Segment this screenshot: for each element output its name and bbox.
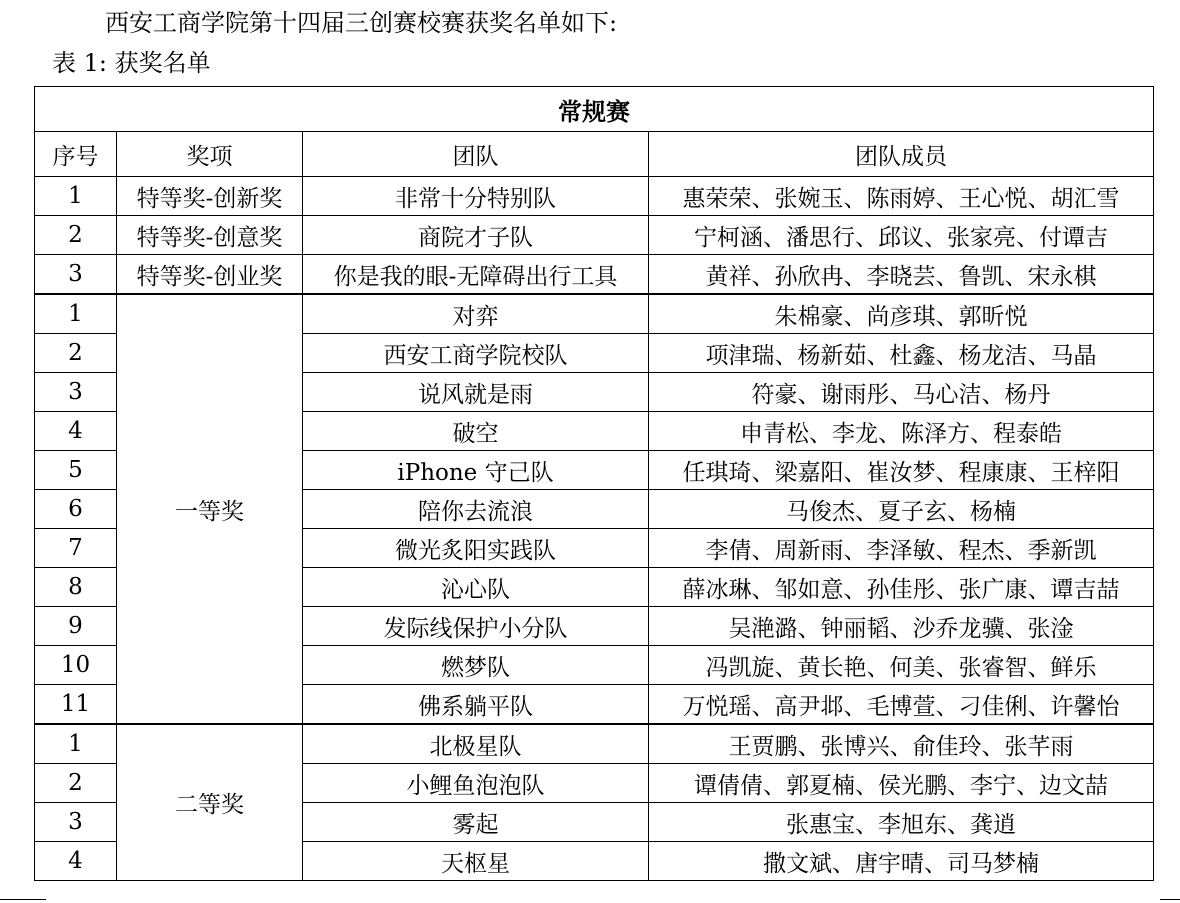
column-header-members: 团队成员 [649, 132, 1154, 177]
page-edge-line [1160, 899, 1180, 900]
members-cell: 任琪琦、梁嘉阳、崔汝梦、程康康、王梓阳 [649, 451, 1154, 490]
team-cell: 天枢星 [303, 842, 649, 881]
row-number: 2 [35, 764, 117, 803]
team-cell: 非常十分特别队 [303, 177, 649, 216]
row-number: 6 [35, 490, 117, 529]
row-number: 3 [35, 255, 117, 295]
table-caption: 表 1: 获奖名单 [52, 49, 211, 77]
team-cell: 雾起 [303, 803, 649, 842]
row-number: 11 [35, 685, 117, 725]
members-cell: 申青松、李龙、陈泽方、程泰皓 [649, 412, 1154, 451]
team-cell: 西安工商学院校队 [303, 334, 649, 373]
page-edge-line [0, 899, 46, 900]
table-title: 常规赛 [35, 87, 1154, 132]
members-cell: 冯凯旋、黄长艳、何美、张睿智、鲜乐 [649, 646, 1154, 685]
row-number: 4 [35, 412, 117, 451]
team-cell: 发际线保护小分队 [303, 607, 649, 646]
awards-table [34, 86, 1154, 881]
table-row [35, 177, 1154, 216]
team-cell: iPhone 守己队 [303, 451, 649, 490]
team-cell: 商院才子队 [303, 216, 649, 255]
award-group-first: 一等奖 [117, 294, 303, 724]
team-cell: 说风就是雨 [303, 373, 649, 412]
award-group-second: 二等奖 [117, 724, 303, 881]
team-cell: 燃梦队 [303, 646, 649, 685]
members-cell: 朱棉豪、尚彦琪、郭昕悦 [649, 294, 1154, 334]
team-cell: 小鲤鱼泡泡队 [303, 764, 649, 803]
team-cell: 你是我的眼-无障碍出行工具 [303, 255, 649, 295]
members-cell: 谭倩倩、郭夏楠、侯光鹏、李宁、边文喆 [649, 764, 1154, 803]
row-number: 2 [35, 216, 117, 255]
members-cell: 马俊杰、夏子玄、杨楠 [649, 490, 1154, 529]
team-cell: 微光炙阳实践队 [303, 529, 649, 568]
row-number: 4 [35, 842, 117, 881]
row-number: 1 [35, 177, 117, 216]
members-cell: 宁柯涵、潘思行、邱议、张家亮、付谭吉 [649, 216, 1154, 255]
column-header-award: 奖项 [117, 132, 303, 177]
team-cell: 佛系躺平队 [303, 685, 649, 725]
members-cell: 符豪、谢雨彤、马心洁、杨丹 [649, 373, 1154, 412]
table-row [35, 255, 1154, 295]
team-cell: 陪你去流浪 [303, 490, 649, 529]
team-cell: 破空 [303, 412, 649, 451]
table-row [35, 216, 1154, 255]
team-cell: 对弈 [303, 294, 649, 334]
team-cell: 北极星队 [303, 724, 649, 764]
intro-text: 西安工商学院第十四届三创赛校赛获奖名单如下: [105, 9, 618, 37]
row-number: 1 [35, 724, 117, 764]
row-number: 1 [35, 294, 117, 334]
table-row [35, 294, 1154, 334]
row-number: 8 [35, 568, 117, 607]
row-number: 2 [35, 334, 117, 373]
row-number: 3 [35, 373, 117, 412]
column-header-team: 团队 [303, 132, 649, 177]
members-cell: 张惠宝、李旭东、龚逍 [649, 803, 1154, 842]
members-cell: 项津瑞、杨新茹、杜鑫、杨龙洁、马晶 [649, 334, 1154, 373]
row-number: 5 [35, 451, 117, 490]
team-cell: 沁心队 [303, 568, 649, 607]
members-cell: 万悦瑶、高尹邶、毛博萱、刁佳俐、许馨怡 [649, 685, 1154, 725]
members-cell: 撒文斌、唐宇晴、司马梦楠 [649, 842, 1154, 881]
column-header-number: 序号 [35, 132, 117, 177]
table-row [35, 724, 1154, 764]
row-number: 10 [35, 646, 117, 685]
award-cell: 特等奖-创新奖 [117, 177, 303, 216]
members-cell: 薛冰琳、邹如意、孙佳彤、张广康、谭吉喆 [649, 568, 1154, 607]
members-cell: 李倩、周新雨、李泽敏、程杰、季新凯 [649, 529, 1154, 568]
award-cell: 特等奖-创意奖 [117, 216, 303, 255]
award-cell: 特等奖-创业奖 [117, 255, 303, 295]
row-number: 9 [35, 607, 117, 646]
members-cell: 吴滟潞、钟丽韬、沙乔龙骥、张淦 [649, 607, 1154, 646]
members-cell: 黄祥、孙欣冉、李晓芸、鲁凯、宋永棋 [649, 255, 1154, 295]
members-cell: 王贾鹏、张博兴、俞佳玲、张芊雨 [649, 724, 1154, 764]
row-number: 3 [35, 803, 117, 842]
row-number: 7 [35, 529, 117, 568]
members-cell: 惠荣荣、张婉玉、陈雨婷、王心悦、胡汇雪 [649, 177, 1154, 216]
